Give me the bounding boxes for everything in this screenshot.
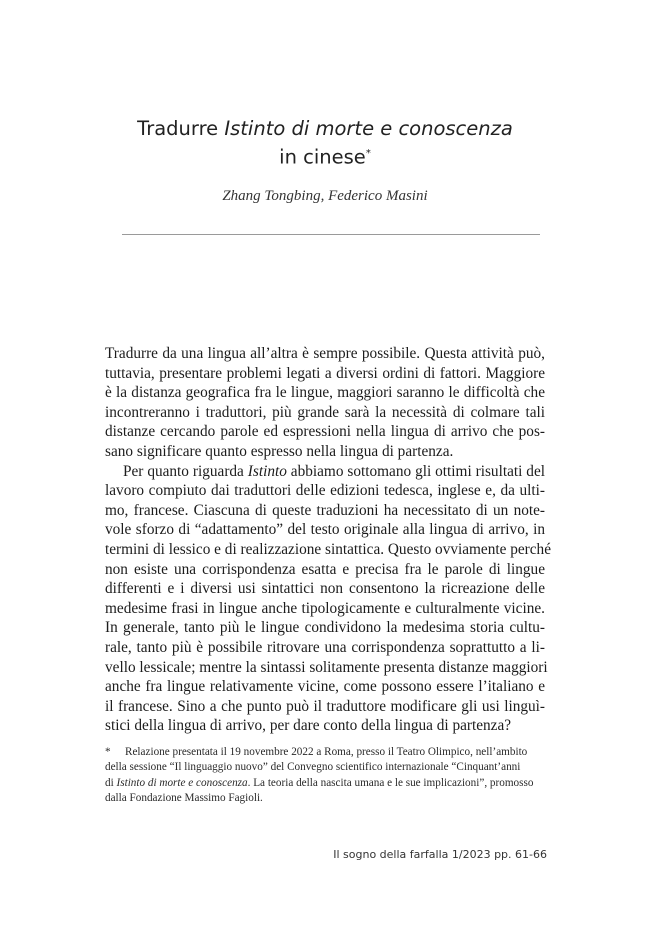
title-line-1: [0, 116, 650, 141]
text-line: rale, tanto più è possibile ritrovare una corrispondenza soprattutto a li-: [105, 638, 545, 656]
footnote: [105, 745, 545, 807]
title-footnote-marker: *: [365, 148, 371, 159]
footnote-marker: *: [105, 746, 111, 758]
title-prefix: Tradurre: [137, 117, 225, 140]
text-line: non esiste una corrispondenza esatta e precisa fra le parole di lingue: [105, 560, 545, 578]
footnote-line: dalla Fondazione Massimo Fagioli.: [105, 792, 263, 805]
title-italic: Istinto di morte e conoscenza: [224, 117, 513, 140]
footnote-text: Relazione presentata il 19 novembre 2022 a Roma, presso il Teatro Olimpico, nell’ambito: [125, 746, 528, 758]
text-line: vello lessicale; mentre la sintassi solitamente presenta distanze maggiori: [105, 658, 548, 676]
paragraph-1: [105, 344, 545, 462]
text-line: Tradurre da una lingua all’altra è sempre possibile. Questa attività può,: [105, 345, 545, 362]
title-divider: [122, 234, 540, 235]
journal-citation: Il sogno della farfalla 1/2023 pp. 61-66: [333, 848, 547, 861]
text-line: incontreranno i traduttori, più grande sarà la necessità di colmare tali: [105, 403, 545, 421]
title-line2-text: in cinese: [279, 145, 366, 169]
paragraph-2: [105, 462, 551, 736]
p2-italic-title: Istinto: [247, 462, 287, 480]
footnote-line: della sessione “Il linguaggio nuovo” del Convegno scientifico internazionale “Cinquant’anni: [105, 761, 521, 774]
text-line: termini di lessico e di realizzazione sintattica. Questo ovviamente perché: [105, 540, 551, 558]
footnote-line3-prefix: di: [105, 776, 117, 789]
text-line: differenti e i diversi usi sintattici non consentono la ricreazione delle: [105, 580, 545, 598]
body-text: [105, 344, 551, 736]
text-line: In generale, tanto più le lingue condividono la medesima storia cultu-: [105, 619, 545, 637]
footnote-line3-suffix: . La teoria della nascita umana e le sue implicazioni”, promosso: [247, 776, 534, 789]
p2-lead: Per quanto riguarda: [123, 462, 248, 480]
article-title: [0, 116, 650, 170]
footnote-italic-title: Istinto di morte e conoscenza: [116, 776, 248, 789]
text-line: il francese. Sino a che punto può il traduttore modificare gli usi linguì-: [105, 697, 545, 715]
text-line: sano significare quanto espresso nella lingua di partenza.: [105, 442, 454, 460]
text-line: mo, francese. Ciascuna di queste traduzioni ha necessitato di un note-: [105, 501, 545, 519]
text-line: stici della lingua di arrivo, per dare conto della lingua di partenza?: [105, 717, 512, 735]
authors: Zhang Tongbing, Federico Masini: [222, 188, 428, 204]
text-line: distanze cercando parole ed espressioni nella lingua di arrivo che pos-: [105, 423, 545, 441]
p2-lead-rest: abbiamo sottomano gli ottimi risultati del: [286, 462, 545, 480]
footnote-line: [105, 776, 545, 791]
text-line: vole sforzo di “adattamento” del testo originale alla lingua di arrivo, in: [105, 521, 545, 539]
text-line: è la distanza geografica fra le lingue, maggiori saranno le difficoltà che: [105, 384, 545, 402]
text-line: medesime frasi in lingue anche tipologicamente e culturalmente vicine.: [105, 599, 545, 617]
footnote-line: [105, 745, 545, 760]
text-line: [105, 462, 545, 482]
text-line: lavoro compiuto dai traduttori delle edizioni tedesca, inglese e, da ulti-: [105, 482, 545, 500]
text-line: anche fra lingue relativamente vicine, come possono essere l’italiano e: [105, 678, 545, 696]
title-line-2: [0, 141, 650, 170]
text-line: tuttavia, presentare problemi legati a diversi ordini di fattori. Maggiore: [105, 364, 545, 382]
